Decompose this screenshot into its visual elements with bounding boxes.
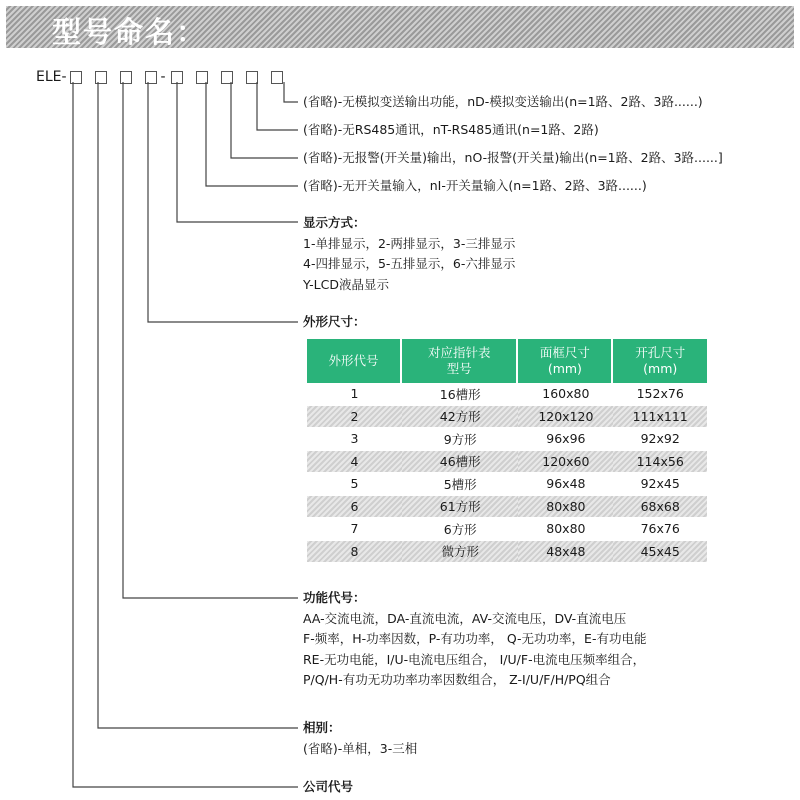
table-cell: 46槽形 <box>402 451 518 474</box>
header-shape-code: 外形代号 <box>307 339 402 383</box>
company-section <box>303 777 353 798</box>
connector-shape <box>148 82 298 322</box>
function-line: F-频率，H-功率因数，P-有功功率， Q-无功功率，E-有功电能 <box>303 631 647 646</box>
table-cell: 160x80 <box>518 383 613 406</box>
table-row <box>307 473 707 496</box>
option-comm: (省略)-无RS485通讯，nT-RS485通讯(n=1路、2路) <box>303 122 599 137</box>
display-line: 1-单排显示，2-两排显示，3-三排显示 <box>303 235 516 251</box>
table-row <box>307 428 707 451</box>
connector-phase <box>98 82 298 728</box>
function-title: 功能代号： <box>303 590 366 605</box>
table-cell: 42方形 <box>402 406 518 429</box>
connector-transmit <box>284 82 298 102</box>
table-cell: 80x80 <box>518 496 613 519</box>
shape-table <box>307 339 707 563</box>
table-row <box>307 383 707 406</box>
connector-company <box>73 82 298 787</box>
model-dash: - <box>160 69 166 85</box>
option-input: (省略)-无开关量输入，nI-开关量输入(n=1路、2路、3路......) <box>303 178 647 193</box>
connector-function <box>123 82 298 598</box>
header-frame-size: 面框尺寸 (mm) <box>518 339 613 383</box>
table-cell: 2 <box>307 406 402 429</box>
option-alarm: (省略)-无报警(开关量)输出，nO-报警(开关量)输出(n=1路、2路、3路......] <box>303 150 723 165</box>
table-cell: 1 <box>307 383 402 406</box>
table-cell: 5槽形 <box>402 473 518 496</box>
table-cell: 45x45 <box>613 541 707 564</box>
table-cell: 120x120 <box>518 406 613 429</box>
phase-section <box>303 718 417 759</box>
table-cell: 6方形 <box>402 518 518 541</box>
function-line: P/Q/H-有功无功功率功率因数组合， Z-I/U/F/H/PQ组合 <box>303 672 611 687</box>
phase-title: 相别： <box>303 720 341 735</box>
display-line: 4-四排显示，5-五排显示，6-六排显示 <box>303 256 516 271</box>
option-transmit: (省略)-无模拟变送输出功能，nD-模拟变送输出(n=1路、2路、3路......) <box>303 94 703 109</box>
table-cell: 3 <box>307 428 402 451</box>
table-cell: 8 <box>307 541 402 564</box>
company-title: 公司代号 <box>303 779 354 794</box>
table-cell: 92x45 <box>613 473 707 496</box>
table-cell: 7 <box>307 518 402 541</box>
display-section <box>303 213 515 295</box>
table-row <box>307 541 707 564</box>
table-cell: 16槽形 <box>402 383 518 406</box>
header-meter-model: 对应指针表 型号 <box>402 339 518 383</box>
table-cell: 76x76 <box>613 518 707 541</box>
header-cutout-size: 开孔尺寸 (mm) <box>613 339 707 383</box>
table-cell: 9方形 <box>402 428 518 451</box>
table-cell: 92x92 <box>613 428 707 451</box>
function-line: RE-无功电能，I/U-电流电压组合， I/U/F-电流电压频率组合， <box>303 651 646 667</box>
connector-comm <box>257 82 298 130</box>
table-cell: 6 <box>307 496 402 519</box>
table-cell: 80x80 <box>518 518 613 541</box>
connector-display <box>177 82 298 222</box>
table-cell: 5 <box>307 473 402 496</box>
shape-section <box>303 312 366 333</box>
table-cell: 96x96 <box>518 428 613 451</box>
table-cell: 68x68 <box>613 496 707 519</box>
table-cell: 61方形 <box>402 496 518 519</box>
model-prefix: ELE- <box>36 69 67 85</box>
table-cell: 微方形 <box>402 541 518 564</box>
table-row <box>307 451 707 474</box>
table-cell: 152x76 <box>613 383 707 406</box>
table-cell: 114x56 <box>613 451 707 474</box>
table-cell: 120x60 <box>518 451 613 474</box>
table-cell: 111x111 <box>613 406 707 429</box>
table-row <box>307 406 707 429</box>
connector-alarm <box>231 82 298 158</box>
table-row <box>307 518 707 541</box>
display-line: Y-LCD液晶显示 <box>303 276 389 292</box>
page-title: 型号命名： <box>52 15 208 49</box>
table-cell: 96x48 <box>518 473 613 496</box>
table-cell: 4 <box>307 451 402 474</box>
shape-table-header <box>307 339 707 383</box>
function-section <box>303 588 646 691</box>
display-title: 显示方式： <box>303 215 366 230</box>
function-line: AA-交流电流，DA-直流电流，AV-交流电压，DV-直流电压 <box>303 610 627 626</box>
table-cell: 48x48 <box>518 541 613 564</box>
table-row <box>307 496 707 519</box>
phase-line: (省略)-单相，3-三相 <box>303 740 418 756</box>
shape-title: 外形尺寸： <box>303 314 366 329</box>
